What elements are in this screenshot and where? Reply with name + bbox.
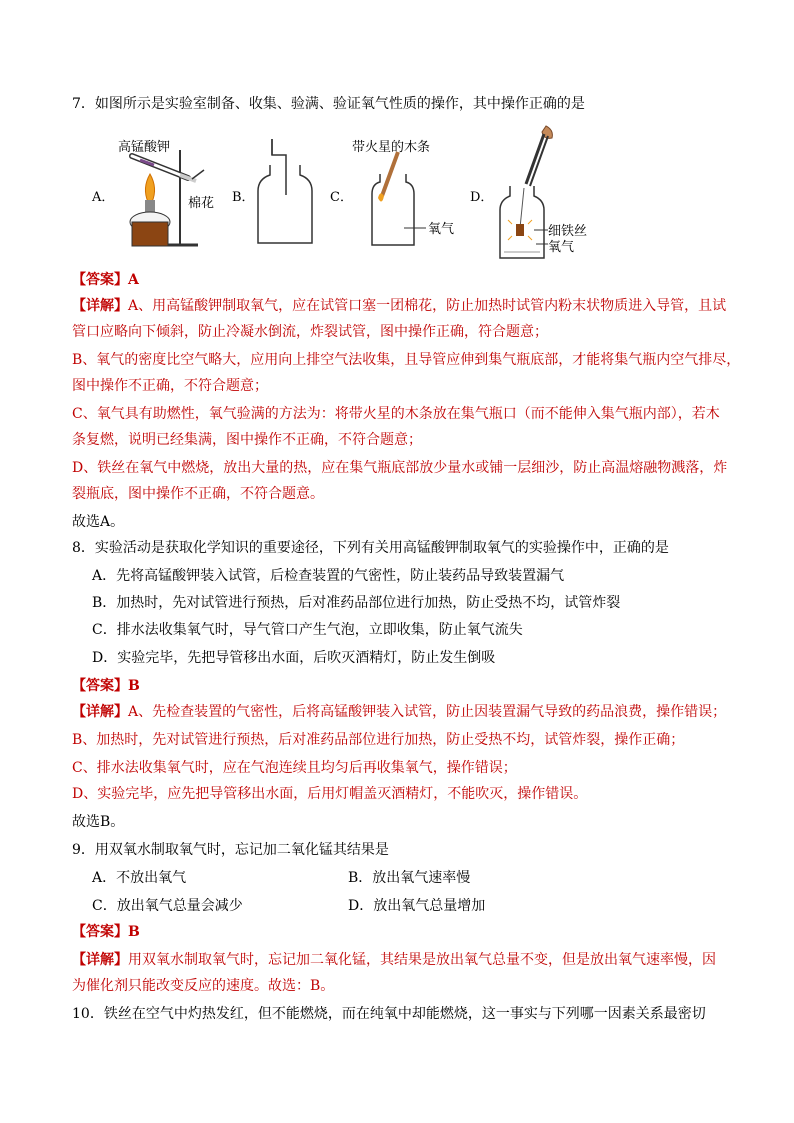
fig-c-top-label: 带火星的木条 (352, 140, 431, 155)
q8-option-b: B．加热时，先对试管进行预热，后对准药品部位进行加热，防止受热不均，试管炸裂 (92, 595, 621, 611)
q9-detail-1: 为催化剂只能改变反应的速度。故选：B。 (72, 978, 335, 994)
q7-detail-0: 【详解】A、用高锰酸钾制取氧气，应在试管口塞一团棉花，防止加热时试管内粉末状物质进入导管，且试 (72, 298, 727, 314)
fig-d-label: D． (470, 190, 494, 205)
q8-option-a: A．先将高锰酸钾装入试管，后检查装置的气密性，防止装药品导致装置漏气 (92, 568, 565, 584)
q8-detail-2: C、排水法收集氧气时，应在气泡连续且均匀后再收集氧气，操作错误； (72, 760, 517, 776)
q9-option-b: B．放出氧气速率慢 (348, 870, 471, 886)
q7-stem: 7．如图所示是实验室制备、收集、验满、验证氧气性质的操作，其中操作正确的是 (72, 96, 585, 112)
fig-b-gas-jar (256, 135, 316, 245)
q7-detail-2: B、氧气的密度比空气略大，应用向上排空气法收集，且导管应伸到集气瓶底部，才能将集气瓶内空气排尽， (72, 352, 741, 368)
q8-stem: 8．实验活动是获取化学知识的重要途径，下列有关用高锰酸钾制取氧气的实验操作中，正确的是 (72, 540, 669, 556)
q8-detail-3: D、实验完毕，应先把导管移出水面，后用灯帽盖灭酒精灯，不能吹灭，操作错误。 (72, 786, 588, 802)
q10-stem: 10．铁丝在空气中灼热发红，但不能燃烧，而在纯氧中却能燃烧，这一事实与下列哪一因素关系最密切 (72, 1006, 706, 1022)
fig-d-gas-jar (496, 124, 576, 264)
fig-b-label: B． (232, 190, 255, 205)
q9-option-a: A．不放出氧气 (92, 870, 187, 886)
fig-c-label: C． (330, 190, 353, 205)
q9-answer: 【答案】B (72, 924, 140, 940)
q8-answer: 【答案】B (72, 678, 140, 694)
fig-d-gas-label: 氧气 (548, 240, 575, 255)
q8-option-d: D．实验完毕，先把导管移出水面，后吹灭酒精灯，防止发生倒吸 (92, 650, 496, 666)
q8-option-c: C．排水法收集氧气时，导气管口产生气泡，立即收集，防止氧气流失 (92, 622, 523, 638)
q8-conclusion: 故选B。 (72, 814, 125, 830)
q7-detail-1: 管口应略向下倾斜，防止冷凝水倒流，炸裂试管，图中操作正确，符合题意； (72, 324, 548, 340)
fig-a-label: A． (92, 190, 115, 205)
fig-a-side-label: 棉花 (188, 196, 215, 211)
q7-detail-4: C、氧气具有助燃性，氧气验满的方法为：将带火星的木条放在集气瓶口（而不能伸入集气瓶内部），若木 (72, 406, 720, 422)
fig-a-top-label: 高锰酸钾 (118, 140, 171, 155)
fig-d-wire-label: 细铁丝 (548, 224, 588, 239)
q9-stem: 9．用双氧水制取氧气时，忘记加二氧化锰其结果是 (72, 842, 389, 858)
q9-option-c: C．放出氧气总量会减少 (92, 898, 243, 914)
q7-detail-3: 图中操作不正确，不符合题意； (72, 378, 268, 394)
fig-c-side-label: 氧气 (428, 222, 455, 237)
q9-detail-0: 【详解】用双氧水制取氧气时，忘记加二氧化锰，其结果是放出氧气总量不变，但是放出氧气速率慢，因 (72, 952, 716, 968)
q7-detail-5: 条复燃，说明已经集满，图中操作不正确，不符合题意； (72, 432, 422, 448)
q7-conclusion: 故选A。 (72, 514, 125, 530)
q8-detail-1: B、加热时，先对试管进行预热，后对准药品部位进行加热，防止受热不均，试管炸裂，操作正确； (72, 732, 685, 748)
q7-detail-7: 裂瓶底，图中操作不正确，不符合题意。 (72, 486, 324, 502)
q7-answer: 【答案】A (72, 272, 139, 288)
fig-c-gas-jar (352, 140, 432, 250)
fig-a-apparatus (118, 140, 218, 260)
q7-detail-6: D、铁丝在氧气中燃烧，放出大量的热，应在集气瓶底部放少量水或铺一层细沙，防止高温熔融物溅落，炸 (72, 460, 728, 476)
q9-option-d: D．放出氧气总量增加 (348, 898, 486, 914)
q8-detail-0: 【详解】A、先检查装置的气密性，后将高锰酸钾装入试管，防止因装置漏气导致的药品浪费，操作错误； (72, 704, 727, 720)
